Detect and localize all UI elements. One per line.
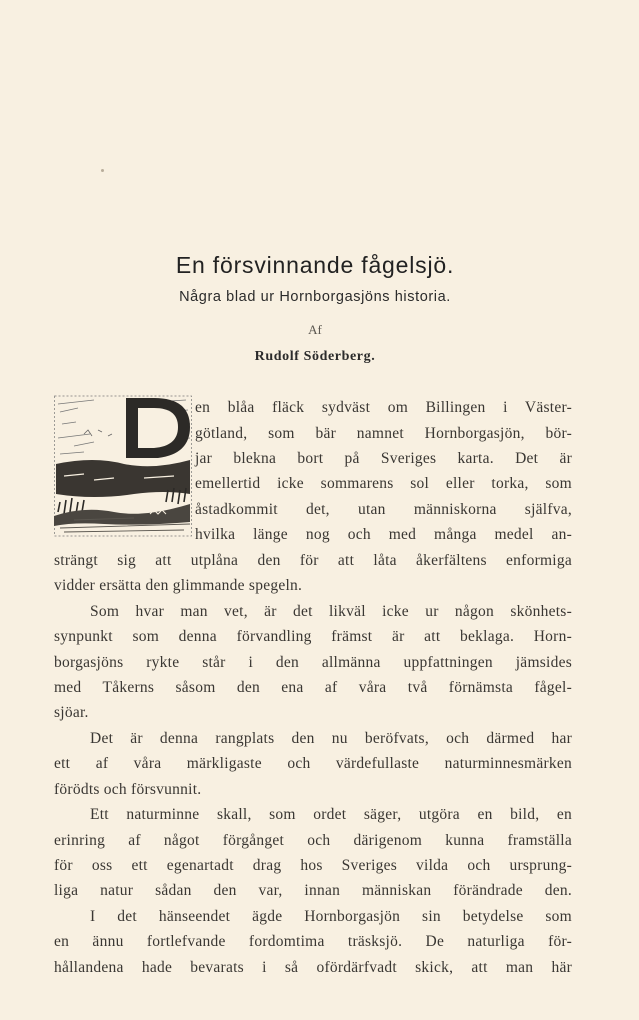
text-line: emellertid icke sommarens sol eller torka, som xyxy=(195,475,572,492)
text-line: Som hvar man vet, är det likväl icke ur någon skönhets- xyxy=(90,603,572,620)
text-line: strängt sig att utplåna den för att låta åkerfältens enformiga xyxy=(54,552,572,569)
byline-prefix: Af xyxy=(308,322,322,337)
text-line: åstadkommit det, utan människorna själfva, xyxy=(195,501,572,518)
author-name: Rudolf Söderberg. xyxy=(254,349,376,364)
text-line: erinring af något förgånget och därigenom kunna framställa xyxy=(54,832,572,849)
speck xyxy=(101,169,104,172)
text-line: Det är denna rangplats den nu beröfvats, och därmed har xyxy=(90,730,572,747)
text-line: Ett naturminne skall, som ordet säger, utgöra en bild, en xyxy=(90,806,572,823)
text-line: för oss ett egenartadt drag hos Sveriges vilda och ursprung- xyxy=(54,857,572,874)
text-line: ett af våra märkligaste och värdefullaste naturminnesmärken xyxy=(54,755,572,772)
article-subtitle: Några blad ur Hornborgasjöns historia. xyxy=(179,289,451,305)
text-line: liga natur sådan den var, innan människan förändrade den. xyxy=(54,882,572,899)
text-line: vidder ersätta den glimmande spegeln. xyxy=(54,577,303,594)
text-line: med Tåkerns såsom den ena af våra två förnämsta fågel- xyxy=(54,679,572,696)
drop-cap-initial xyxy=(54,394,193,538)
article-title: En försvinnande fågelsjö. xyxy=(175,252,455,278)
text-line: en ännu fortlefvande fordomtima träsksjö. De naturliga för- xyxy=(54,933,572,950)
text-line: borgasjöns rykte står i den allmänna uppfattningen jämsides xyxy=(54,654,572,671)
text-line: götland, som bär namnet Hornborgasjön, bör- xyxy=(195,425,572,442)
text-line: förödts och försvunnit. xyxy=(54,781,202,798)
text-line: I det hänseendet ägde Hornborgasjön sin betydelse som xyxy=(90,908,572,925)
text-line: hållandena hade bevarats i så ofördärfvadt skick, att man här xyxy=(54,959,572,976)
text-line: en blåa fläck sydväst om Billingen i Väster- xyxy=(195,399,572,416)
text-line: sjöar. xyxy=(54,704,89,721)
text-line: synpunkt som denna förvandling främst är att beklaga. Horn- xyxy=(54,628,572,645)
text-line: jar blekna bort på Sveriges karta. Det är xyxy=(195,450,572,467)
text-line: hvilka länge nog och med många medel an- xyxy=(195,526,572,543)
